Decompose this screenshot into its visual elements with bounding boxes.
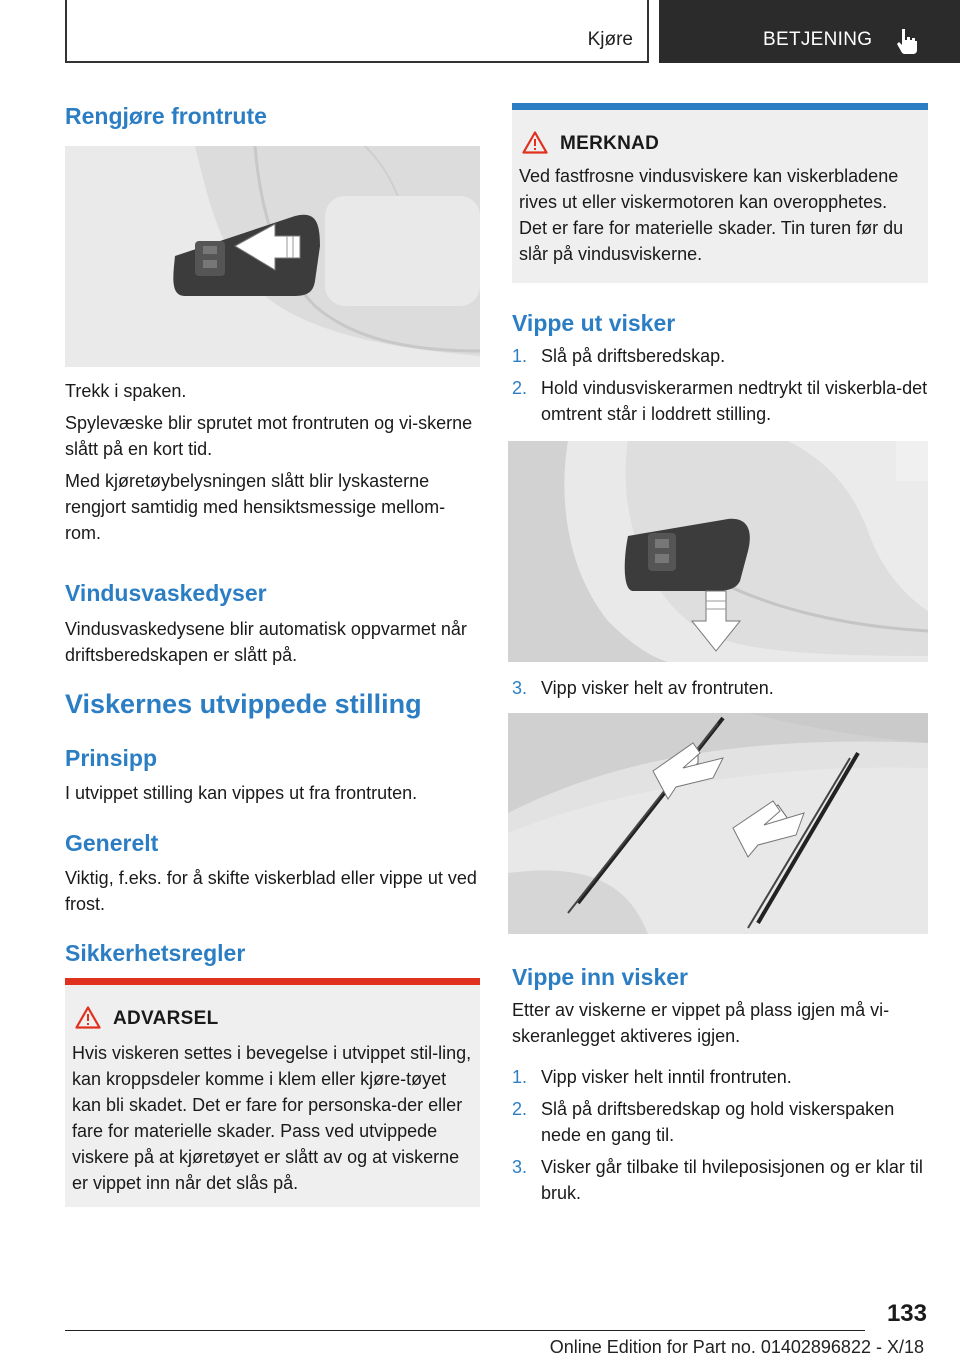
footer-rule [65,1330,865,1331]
step-number: 2. [512,1099,528,1119]
text-nozzles-heated: Vindusvaskedysene blir automatisk oppvarmet når driftsberedskapen er slått på. [65,619,467,665]
warning-title: ADVARSEL [113,1008,219,1029]
warning-triangle-icon [75,1006,101,1029]
step-number: 1. [512,1067,528,1087]
notice-title: MERKNAD [560,133,660,154]
hand-pointer-icon [897,28,919,54]
step-text: Vipp visker helt inntil frontruten. [541,1067,792,1087]
chapter-label: Kjøre [587,29,633,50]
step-text: Vipp visker helt av frontruten. [541,678,774,698]
warning-bar [65,978,480,985]
heading-vippe-ut: Vippe ut visker [512,310,676,336]
section-tab[interactable] [659,0,960,63]
header-box [65,0,649,63]
step-text: Visker går tilbake til hvileposisjonen og er klar til bruk. [541,1157,923,1203]
heading-viskernes-stilling: Viskernes utvippede stilling [65,689,422,719]
text-generelt: Viktig, f.eks. for å skifte viskerblad eller vippe ut ved frost. [65,868,477,914]
footer-edition: Online Edition for Part no. 01402896822 - X/18 [549,1337,924,1357]
notice-bar [512,103,928,110]
step-number: 2. [512,378,528,398]
notice-box [512,103,928,283]
text-spray: Spylevæske blir sprutet mot frontruten og vi-skerne slått på en kort tid. [65,413,473,459]
heading-rengjore: Rengjøre frontrute [65,103,267,129]
text-vippe-inn: Etter av viskerne er vippet på plass igjen må vi-skeranlegget aktiveres igjen. [512,1000,890,1046]
warning-text: Hvis viskeren settes i bevegelse i utvippet stil-ling, kan kroppsdeler komme i klem eller kjøre-tøyet kan bli skadet. Det er fare for personska-der eller fare for materielle skader. Pass ved utvippede viskere på at kjøretøyet er slått av og at viskerne er vippet inn når det slås på. [72,1043,472,1193]
text-headlamp-clean: Med kjøretøybelysningen slått blir lyskasterne rengjort samtidig med hensiktsmessige mellom-rom. [65,471,446,543]
step-text: Slå på driftsberedskap og hold viskerspaken nede en gang til. [541,1099,895,1145]
notice-triangle-icon [522,131,548,154]
step-number: 3. [512,1157,528,1177]
text-prinsipp: I utvippet stilling kan vippes ut fra frontruten. [65,783,418,803]
text-pull-lever: Trekk i spaken. [65,381,187,401]
heading-prinsipp: Prinsipp [65,745,158,771]
page-number: 133 [886,1300,927,1327]
image-wiper-tilt-off [508,713,928,934]
heading-generelt: Generelt [65,830,159,856]
image-wiper-lever-pull [65,146,480,367]
step-number: 1. [512,346,528,366]
section-label: BETJENING [763,29,873,50]
image-wiper-lever-down [508,441,928,662]
heading-sikkerhetsregler: Sikkerhetsregler [65,940,246,966]
step-text: Slå på driftsberedskap. [541,346,726,366]
heading-vindusvaskedyser: Vindusvaskedyser [65,580,267,606]
step-text: Hold vindusviskerarmen nedtrykt til viskerbla-det omtrent står i loddrett stilling. [541,378,928,424]
heading-vippe-inn: Vippe inn visker [512,964,688,990]
step-number: 3. [512,678,528,698]
warning-box [65,978,480,1207]
notice-text: Ved fastfrosne vindusviskere kan viskerbladene rives ut eller viskermotoren kan overopphetes. Det er fare for materielle skader. Tin turen før du slår på vindusviskerne. [519,166,904,264]
